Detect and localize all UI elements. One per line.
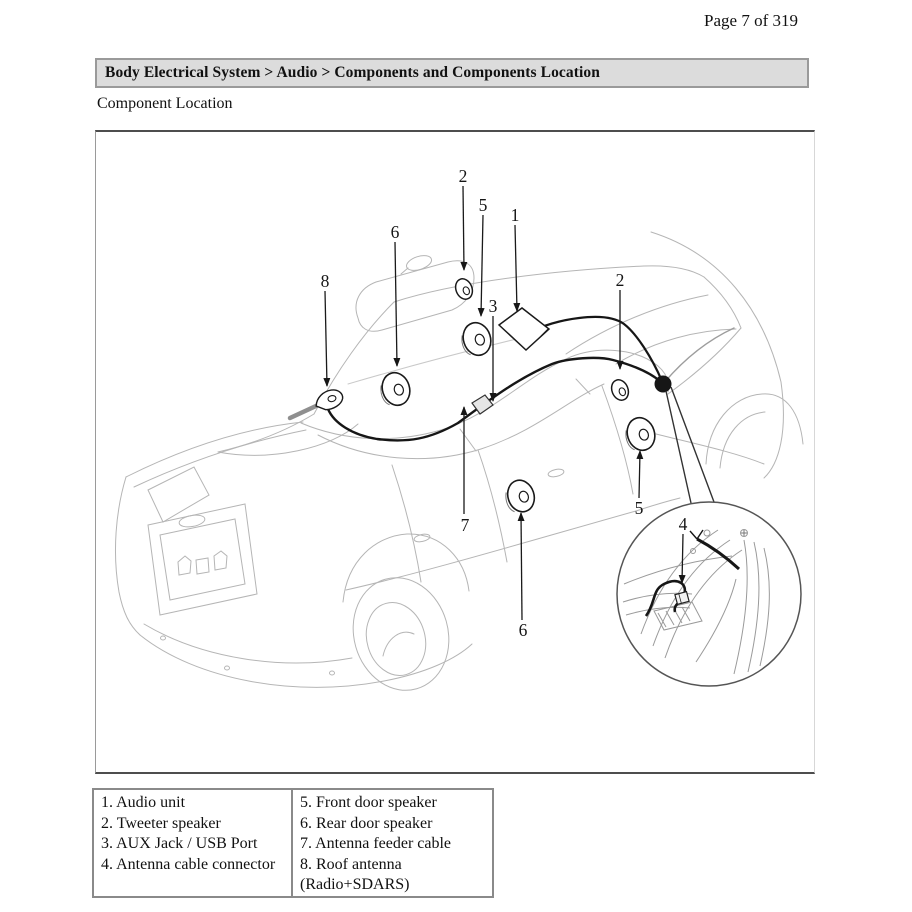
callout-tweeter-front-left: 2 [458,166,468,186]
callout-front-door-speaker-right: 5 [634,498,644,518]
callout-roof-antenna: 8 [320,271,330,291]
legend-item-tweeter-speaker: 2. Tweeter speaker [101,814,221,832]
callout-rear-door-speaker-left: 6 [390,222,400,242]
arrow-6-left [395,242,397,366]
legend-item-aux-usb: 3. AUX Jack / USB Port [101,835,258,852]
rear-door-speaker-marker-right [501,477,538,516]
antenna-feeder-cable-path [328,358,663,441]
arrow-2-left [463,186,464,270]
legend-item-rear-door-speaker: 6. Rear door speaker [300,814,433,832]
callout-audio-unit: 1 [510,205,520,225]
arrow-1 [515,225,517,311]
front-door-speaker-marker-right [621,414,659,454]
audio-unit-marker [499,308,549,350]
arrow-5-left [481,215,483,316]
legend-item-roof-antenna: 8. Roof antenna [300,855,402,873]
magnifier-leader-lines [666,387,714,503]
tweeter-speaker-marker-right [609,377,632,402]
arrow-6-right [521,513,522,620]
legend-item-antenna-cable-connector: 4. Antenna cable connector [101,855,276,873]
audio-unit-cable-path [528,317,662,381]
callout-antenna-feeder-cable: 7 [460,515,470,535]
tweeter-speaker-marker-left [453,276,476,301]
legend-item-antenna-feeder-cable: 7. Antenna feeder cable [300,835,452,852]
section-title: Component Location [97,95,233,112]
legend-column-left [94,790,293,896]
arrow-8 [325,291,327,386]
breadcrumb-bar [95,58,809,88]
callout-antenna-cable-connector: 4 [678,514,688,534]
callout-front-door-speaker-left: 5 [478,195,488,215]
component-location-diagram [95,130,815,774]
roof-antenna-marker [290,388,345,418]
antenna-cable-connector-dot [655,376,672,393]
magnified-detail-circle [617,502,801,686]
legend-item-roof-antenna-sub: (Radio+SDARS) [300,876,410,893]
callout-tweeter-front-right: 2 [615,270,625,290]
legend-item-audio-unit: 1. Audio unit [101,794,186,811]
arrow-5-right [639,451,640,498]
rear-door-speaker-marker-left [376,369,414,409]
front-door-speaker-marker-left [457,319,495,359]
callout-rear-door-speaker-right: 6 [518,620,528,640]
legend-column-right [293,790,492,896]
component-legend-table [92,788,494,898]
legend-item-front-door-speaker: 5. Front door speaker [300,794,437,811]
page-number: Page 7 of 319 [704,11,798,30]
breadcrumb: Body Electrical System > Audio > Components and Components Location [105,64,601,81]
callout-aux-jack: 3 [488,296,498,316]
